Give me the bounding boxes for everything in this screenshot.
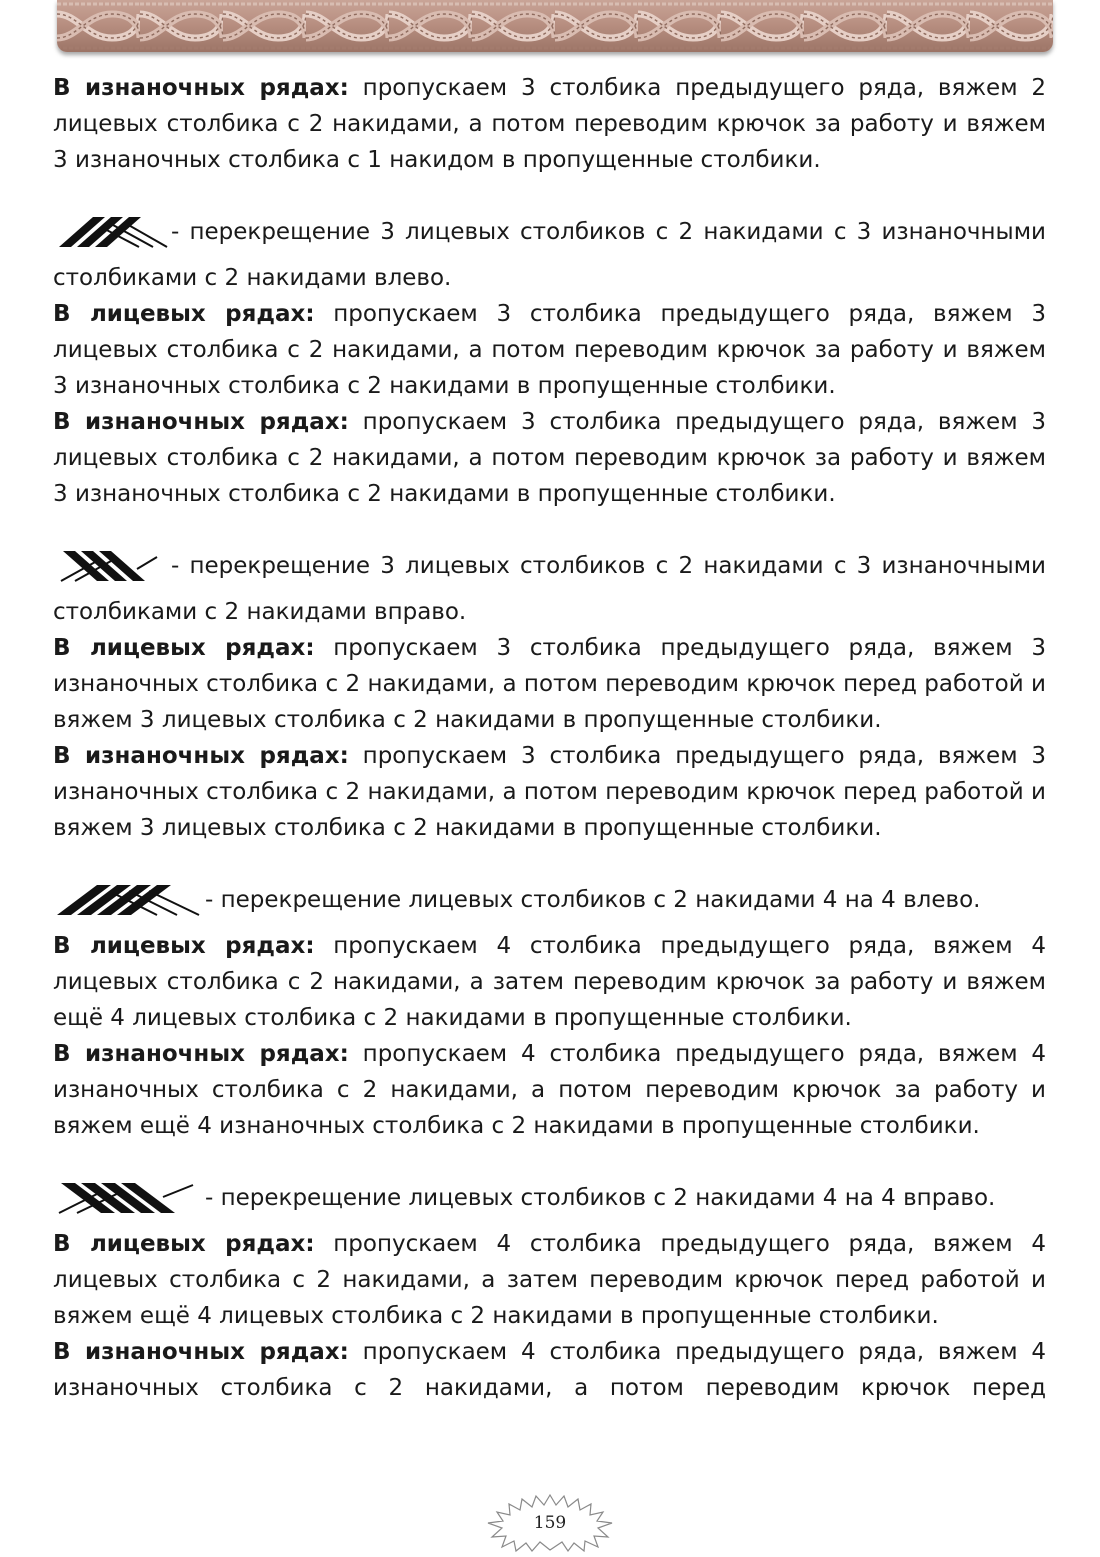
row-text: пропускаем 4 столбика предыдущего ряда, вяжем 4 лицевых столбика с 2 накидами, а затем переводим крючок за работу и вяжем ещё 4 лицевых столбика с 2 накидами в пропущенные столбики. (53, 933, 1046, 1031)
symbol-legend (53, 548, 1046, 630)
symbol-section (53, 882, 1046, 1144)
row-lead: В изнаночных рядах: (53, 743, 349, 769)
row-text: пропускаем 3 столбика предыдущего ряда, вяжем 3 лицевых столбика с 2 накидами, а потом переводим крючок за работу и вяжем 3 изнаночных столбика с 2 накидами в пропущенные столбики. (53, 301, 1046, 399)
instruction-paragraph (53, 1226, 1046, 1334)
instruction-paragraph (53, 630, 1046, 738)
cable-knit-banner (57, 0, 1053, 52)
symbol-legend (53, 214, 1046, 296)
cross-3-right-icon (53, 549, 169, 594)
row-text: пропускаем 4 столбика предыдущего ряда, вяжем 4 изнаночных столбика с 2 накидами, а потом переводим крючок перед (53, 1339, 1046, 1401)
symbol-legend (53, 882, 1046, 928)
instruction-paragraph (53, 928, 1046, 1036)
row-text: пропускаем 4 столбика предыдущего ряда, вяжем 4 лицевых столбика с 2 накидами, а затем переводим крючок перед работой и вяжем ещё 4 лицевых столбика с 2 накидами в пропущенные столбики. (53, 1231, 1046, 1329)
cross-4-right-icon (53, 1181, 203, 1226)
symbol-legend (53, 1180, 1046, 1226)
row-lead: В изнаночных рядах: (53, 409, 349, 435)
page-number: 159 (533, 1513, 567, 1533)
row-text: пропускаем 3 столбика предыдущего ряда, вяжем 2 лицевых столбика с 2 накидами, а потом переводим крючок за работу и вяжем 3 изнаночных столбика с 1 накидом в пропущенные столбики. (53, 75, 1046, 173)
page-number-badge (484, 1493, 616, 1553)
legend-text: - перекрещение лицевых столбиков с 2 накидами 4 на 4 вправо. (205, 1185, 996, 1211)
row-lead: В лицевых рядах: (53, 1231, 315, 1257)
instruction-paragraph (53, 1036, 1046, 1144)
symbol-section (53, 214, 1046, 512)
row-lead: В лицевых рядах: (53, 933, 315, 959)
row-text: пропускаем 3 столбика предыдущего ряда, вяжем 3 лицевых столбика с 2 накидами, а потом переводим крючок за работу и вяжем 3 изнаночных столбика с 2 накидами в пропущенные столбики. (53, 409, 1046, 507)
cross-4-left-icon (53, 883, 203, 928)
page-content (53, 70, 1046, 1406)
cable-pattern-image (57, 0, 1053, 52)
row-lead: В изнаночных рядах: (53, 1339, 349, 1365)
row-lead: В изнаночных рядах: (53, 1041, 349, 1067)
instruction-paragraph (53, 296, 1046, 404)
legend-text: - перекрещение 3 лицевых столбиков с 2 накидами с 3 изнаночными столбиками с 2 накидами влево. (53, 219, 1046, 291)
row-text: пропускаем 3 столбика предыдущего ряда, вяжем 3 изнаночных столбика с 2 накидами, а потом переводим крючок перед работой и вяжем 3 лицевых столбика с 2 накидами в пропущенные столбики. (53, 635, 1046, 733)
row-lead: В лицевых рядах: (53, 301, 315, 327)
row-lead: В изнаночных рядах: (53, 75, 349, 101)
cross-3-left-icon (53, 215, 169, 260)
legend-text: - перекрещение лицевых столбиков с 2 накидами 4 на 4 влево. (205, 887, 981, 913)
legend-text: - перекрещение 3 лицевых столбиков с 2 накидами с 3 изнаночными столбиками с 2 накидами вправо. (53, 553, 1046, 625)
instruction-paragraph (53, 738, 1046, 846)
instruction-paragraph (53, 404, 1046, 512)
instruction-paragraph (53, 1334, 1046, 1406)
symbol-section (53, 1180, 1046, 1406)
symbol-section (53, 548, 1046, 846)
row-lead: В лицевых рядах: (53, 635, 315, 661)
intro-paragraph (53, 70, 1046, 178)
row-text: пропускаем 3 столбика предыдущего ряда, вяжем 3 изнаночных столбика с 2 накидами, а потом переводим крючок перед работой и вяжем 3 лицевых столбика с 2 накидами в пропущенные столбики. (53, 743, 1046, 841)
row-text: пропускаем 4 столбика предыдущего ряда, вяжем 4 изнаночных столбика с 2 накидами, а потом переводим крючок за работу и вяжем ещё 4 изнаночных столбика с 2 накидами в пропущенные столбики. (53, 1041, 1046, 1139)
